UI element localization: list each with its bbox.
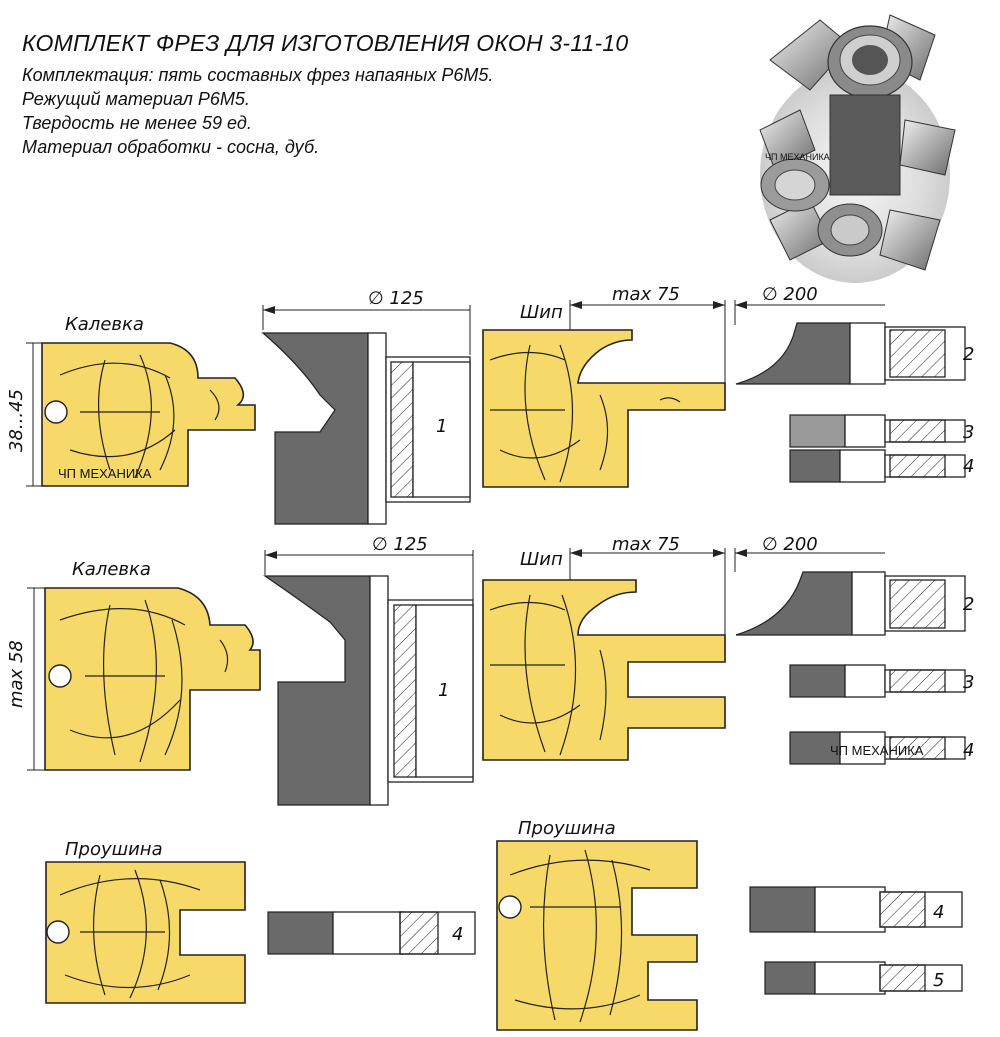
row2-cutter3-body	[790, 665, 845, 697]
row2-cutter3-number: 3	[963, 672, 975, 693]
row2-sash-profile	[45, 588, 260, 770]
row2-cutter2-body	[736, 572, 852, 635]
row1-cutter4-body	[790, 450, 840, 482]
page-title: КОМПЛЕКТ ФРЕЗ ДЛЯ ИЗГОТОВЛЕНИЯ ОКОН 3-11-10	[22, 30, 629, 56]
spec-line-material: Режущий материал Р6М5.	[22, 89, 250, 109]
row2-height-dim: max 58	[6, 640, 27, 708]
row1-sash-profile	[42, 343, 255, 486]
row3-left-cutter-body	[268, 912, 333, 954]
row1-cutter1-number: 1	[436, 416, 448, 437]
row2-diam-right: ∅ 200	[762, 534, 818, 555]
row2-group	[6, 534, 974, 805]
row3-group	[46, 818, 962, 1030]
row3-right-cutter4-number: 4	[933, 902, 945, 923]
row1-cutter4-number: 4	[963, 456, 975, 477]
row2-cutter2-number: 2	[963, 594, 975, 615]
spec-line-hardness: Твердость не менее 59 ед.	[22, 113, 252, 133]
row1-cutter3-body	[790, 415, 845, 447]
row3-left-label: Проушина	[65, 839, 163, 860]
spec-line-kit: Комплектация: пять составных фрез напаяных Р6М5.	[22, 65, 494, 85]
row1-height-dim: 38...45	[6, 389, 27, 452]
spec-line-workpiece: Материал обработки - сосна, дуб.	[22, 137, 320, 157]
row1-watermark: ЧП МЕХАНИКА	[58, 466, 152, 481]
row1-group	[6, 284, 974, 524]
row2-profile-label: Калевка	[72, 559, 151, 580]
row3-right-label: Проушина	[518, 818, 616, 839]
row2-cutter1-body	[265, 576, 370, 805]
row2-cutter4-number: 4	[963, 740, 975, 761]
photo-watermark: ЧП МЕХАНИКА	[765, 152, 830, 162]
row1-diam-right: ∅ 200	[762, 284, 818, 305]
row3-right-cutter4-body	[750, 887, 815, 932]
row2-tenon-dim: max 75	[612, 534, 680, 555]
row1-cutter3-number: 3	[963, 422, 975, 443]
row3-left-cutter-number: 4	[452, 924, 464, 945]
row3-right-cutter5-number: 5	[933, 970, 945, 991]
cutter-set-photo	[760, 15, 955, 283]
row1-tenon-label: Шип	[520, 302, 563, 323]
row2-watermark: ЧП МЕХАНИКА	[830, 743, 924, 758]
row1-cutter2-body	[736, 323, 850, 384]
row1-profile-label: Калевка	[65, 314, 144, 335]
row1-diam-left: ∅ 125	[368, 288, 424, 309]
row2-diam-left: ∅ 125	[372, 534, 428, 555]
row2-cutter1-number: 1	[438, 680, 450, 701]
row1-cutter2-number: 2	[963, 344, 975, 365]
row1-cutter1-body	[263, 333, 368, 524]
row1-tenon-dim: max 75	[612, 284, 680, 305]
row3-right-cutter5-body	[765, 962, 815, 994]
row2-tenon-label: Шип	[520, 549, 563, 570]
